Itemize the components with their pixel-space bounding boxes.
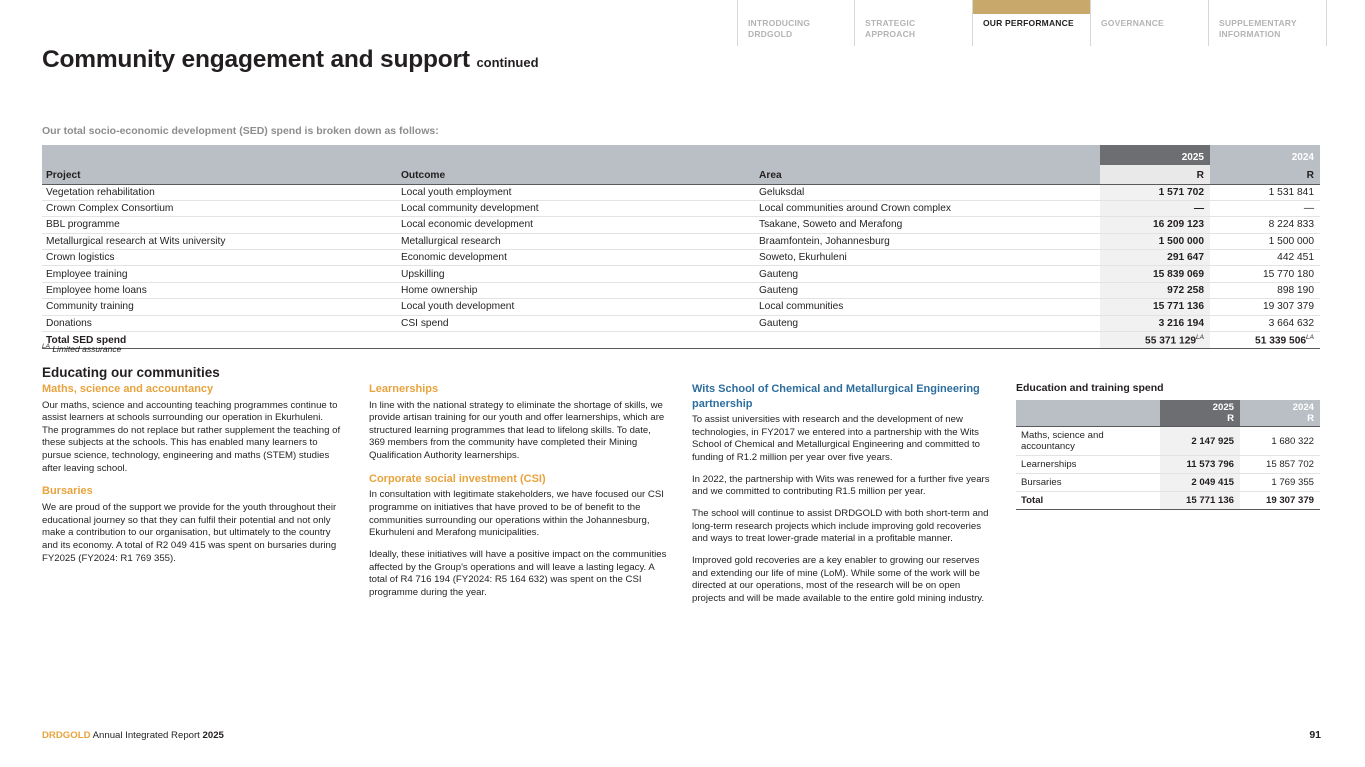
cell-outcome: Local economic development xyxy=(397,217,755,233)
cell-2025: 3 216 194 xyxy=(1100,315,1210,331)
subheading-corporate-social-investment: Corporate social investment (CSI) xyxy=(369,472,546,485)
column-learnerships-csi xyxy=(369,382,669,609)
cell-outcome: Local community development xyxy=(397,200,755,216)
header-project: Project xyxy=(42,165,397,184)
cell-blank xyxy=(755,332,1100,349)
cell-area: Soweto, Ekurhuleni xyxy=(755,250,1100,266)
subheading-bursaries: Bursaries xyxy=(42,485,93,498)
paragraph-csi-1: In consultation with legitimate stakeholders, we have focused our CSI programme on initiatives that have proved to be of benefit to the communities surrounding our operations within the Johannesburg, Ekurhuleni and Merafong municipalities. xyxy=(369,489,664,539)
cell-2025: 2 147 925 xyxy=(1160,427,1240,456)
table-row xyxy=(42,217,1320,233)
cell-total-2025: 15 771 136 xyxy=(1160,492,1240,510)
cell-2024: 15 770 180 xyxy=(1210,266,1320,282)
cell-2025: 1 500 000 xyxy=(1100,233,1210,249)
cell-2025: 972 258 xyxy=(1100,282,1210,298)
table-row-total xyxy=(1016,492,1320,510)
cell-2025: 15 771 136 xyxy=(1100,299,1210,315)
table-row xyxy=(42,282,1320,298)
sed-spend-table xyxy=(42,145,1320,349)
paragraph-maths-science: Our maths, science and accounting teaching programmes continue to assist learners at schools surrounding our operation in Ekurhuleni. The programmes do not replace but rather supplement the teaching of these subjects at the schools. This has enabled many learners to pursue science, technology, engineering and maths (STEM) studies after leaving school. xyxy=(42,399,341,474)
nav-tab-label: OUR PERFORMANCE xyxy=(983,18,1074,28)
total-2024-value: 51 339 506 xyxy=(1255,335,1307,347)
total-2025-value: 55 371 129 xyxy=(1145,335,1197,347)
paragraph-csi-2: Ideally, these initiatives will have a positive impact on the communities affected by the Group's operations and will leave a lasting legacy. A total of R4 716 194 (FY2024: R5 164 632) was spent on the CSI programme during the year. xyxy=(369,548,667,598)
cell-2024: 8 224 833 xyxy=(1210,217,1320,233)
cell-2025: 16 209 123 xyxy=(1100,217,1210,233)
header-year-2024-label: 2024 xyxy=(1292,402,1314,413)
header-year-2025: 2025 xyxy=(1100,145,1210,165)
table-row xyxy=(1016,456,1320,474)
nav-tab-our-performance[interactable] xyxy=(973,0,1091,46)
cell-total-2024 xyxy=(1210,332,1320,349)
nav-tab-strategic-approach[interactable] xyxy=(855,0,973,46)
education-spend-table xyxy=(1016,400,1320,510)
paragraph-wits-2: In 2022, the partnership with Wits was renewed for a further five years and we committed to contributing R1.5 million per year. xyxy=(692,473,990,498)
cell-total-2025 xyxy=(1100,332,1210,349)
nav-tab-introducing-drdgold[interactable] xyxy=(737,0,855,46)
cell-2025: 15 839 069 xyxy=(1100,266,1210,282)
nav-tab-governance[interactable] xyxy=(1091,0,1209,46)
cell-total-2024: 19 307 379 xyxy=(1240,492,1320,510)
cell-project: Donations xyxy=(42,315,397,331)
cell-outcome: Local youth development xyxy=(397,299,755,315)
cell-2024: 19 307 379 xyxy=(1210,299,1320,315)
header-year-2024 xyxy=(1240,400,1320,427)
header-unit-2024: R xyxy=(1210,165,1320,184)
cell-project: Metallurgical research at Wits university xyxy=(42,233,397,249)
educating-communities-heading: Educating our communities xyxy=(42,365,220,380)
table-row xyxy=(42,315,1320,331)
cell-2024: 3 664 632 xyxy=(1210,315,1320,331)
table-row-total xyxy=(42,332,1320,349)
cell-outcome: Metallurgical research xyxy=(397,233,755,249)
cell-label: Bursaries xyxy=(1016,474,1160,492)
table-header-labels xyxy=(42,165,1320,184)
table-header-years xyxy=(42,145,1320,165)
cell-area: Geluksdal xyxy=(755,184,1100,200)
cell-area: Local communities xyxy=(755,299,1100,315)
cell-2024: 442 451 xyxy=(1210,250,1320,266)
header-area: Area xyxy=(755,165,1100,184)
cell-project: Employee training xyxy=(42,266,397,282)
header-year-2025 xyxy=(1160,400,1240,427)
header-unit-2025: R xyxy=(1227,413,1234,424)
page-title-text: Community engagement and support xyxy=(42,46,470,73)
limited-assurance-mark: LA xyxy=(1196,333,1204,341)
column-maths-science-bursaries xyxy=(42,382,342,574)
column-wits-partnership xyxy=(692,382,994,615)
footer-text: Annual Integrated Report xyxy=(92,730,200,741)
table-row xyxy=(42,184,1320,200)
page-number: 91 xyxy=(1309,729,1321,741)
nav-tab-label: INTRODUCING DRDGOLD xyxy=(748,18,811,39)
cell-area: Gauteng xyxy=(755,315,1100,331)
cell-outcome: CSI spend xyxy=(397,315,755,331)
paragraph-wits-1: To assist universities with research and the development of new technologies, in FY2017 we entered into a partnership with the Wits School of Chemical and Metallurgical Engineering and committed to funding of R1.2 million per year over five years. xyxy=(692,414,980,463)
spacer-cell xyxy=(42,145,397,165)
header-year-2024: 2024 xyxy=(1210,145,1320,165)
sed-intro-text: Our total socio-economic development (SED) spend is broken down as follows: xyxy=(42,125,439,137)
cell-project: Crown logistics xyxy=(42,250,397,266)
table-row xyxy=(42,233,1320,249)
cell-2024: 1 500 000 xyxy=(1210,233,1320,249)
footnote-text: Limited assurance xyxy=(52,343,122,354)
cell-2024: — xyxy=(1210,200,1320,216)
cell-label: Learnerships xyxy=(1016,456,1160,474)
paragraph-wits-4: Improved gold recoveries are a key enabler to growing our reserves and extending our life of mine (LoM). While some of the work will be directed at our operations, most of the research will be on open projects and will be made available to the entire gold mining industry. xyxy=(692,554,985,604)
footer-brand: DRDGOLD xyxy=(42,730,91,741)
cell-blank xyxy=(397,332,755,349)
cell-total-label: Total xyxy=(1016,492,1160,510)
page-title-continued: continued xyxy=(476,55,539,70)
cell-2025: — xyxy=(1100,200,1210,216)
nav-tab-supplementary-information[interactable] xyxy=(1209,0,1327,46)
cell-area: Local communities around Crown complex xyxy=(755,200,1100,216)
header-unit-2024: R xyxy=(1307,413,1314,424)
cell-2024: 898 190 xyxy=(1210,282,1320,298)
cell-project: Crown Complex Consortium xyxy=(42,200,397,216)
header-outcome: Outcome xyxy=(397,165,755,184)
cell-total-label: Total SED spend xyxy=(42,332,397,349)
cell-2024: 1 531 841 xyxy=(1210,184,1320,200)
header-year-2025-label: 2025 xyxy=(1212,402,1234,413)
nav-tab-label: SUPPLEMENTARY INFORMATION xyxy=(1219,18,1297,39)
subheading-wits-partnership: Wits School of Chemical and Metallurgical Engineering partnership xyxy=(692,383,980,410)
cell-label: Maths, science and accountancy xyxy=(1016,427,1160,456)
cell-2025: 2 049 415 xyxy=(1160,474,1240,492)
cell-area: Gauteng xyxy=(755,266,1100,282)
limited-assurance-footnote xyxy=(42,343,121,354)
cell-project: Employee home loans xyxy=(42,282,397,298)
header-unit-2025: R xyxy=(1100,165,1210,184)
page-title xyxy=(42,46,539,74)
subheading-maths-science-accountancy: Maths, science and accountancy xyxy=(42,383,214,395)
education-spend-title: Education and training spend xyxy=(1016,382,1164,394)
cell-2024: 1 680 322 xyxy=(1240,427,1320,456)
cell-project: Community training xyxy=(42,299,397,315)
table-row xyxy=(1016,474,1320,492)
spacer-cell xyxy=(755,145,1100,165)
cell-2024: 1 769 355 xyxy=(1240,474,1320,492)
table-row xyxy=(42,299,1320,315)
spacer-cell xyxy=(397,145,755,165)
table-row xyxy=(42,250,1320,266)
spacer-cell xyxy=(1016,400,1160,427)
cell-outcome: Economic development xyxy=(397,250,755,266)
cell-outcome: Upskilling xyxy=(397,266,755,282)
cell-2025: 11 573 796 xyxy=(1160,456,1240,474)
table-row xyxy=(42,200,1320,216)
cell-2025: 291 647 xyxy=(1100,250,1210,266)
table-row xyxy=(1016,427,1320,456)
paragraph-learnerships: In line with the national strategy to eliminate the shortage of skills, we provide artisan training for our youth and offer learnerships, which are structured learning programmes that lead to lifelong skills. To date, 369 members from the community have completed their Mining Qualification Authority learnerships. xyxy=(369,399,665,462)
table-row xyxy=(42,266,1320,282)
footer xyxy=(42,730,224,741)
cell-project: BBL programme xyxy=(42,217,397,233)
cell-area: Tsakane, Soweto and Merafong xyxy=(755,217,1100,233)
table-header-years xyxy=(1016,400,1320,427)
cell-area: Braamfontein, Johannesburg xyxy=(755,233,1100,249)
cell-area: Gauteng xyxy=(755,282,1100,298)
subheading-learnerships: Learnerships xyxy=(369,383,439,395)
cell-project: Vegetation rehabilitation xyxy=(42,184,397,200)
nav-tab-label: STRATEGIC APPROACH xyxy=(865,18,916,39)
footer-year: 2025 xyxy=(202,730,224,741)
cell-2025: 1 571 702 xyxy=(1100,184,1210,200)
limited-assurance-mark: LA xyxy=(1306,333,1314,341)
cell-outcome: Local youth employment xyxy=(397,184,755,200)
nav-tab-label: GOVERNANCE xyxy=(1101,18,1164,28)
section-navigation xyxy=(737,0,1327,46)
paragraph-bursaries: We are proud of the support we provide for the youth throughout their educational journey so that they can fulfil their potential and not only make a contribution to our organisation, but ultimately to the country and its economy. A total of R2 049 415 was spent on bursaries during FY2025 (FY2024: R1 769 355). xyxy=(42,501,337,564)
cell-2024: 15 857 702 xyxy=(1240,456,1320,474)
footnote-mark: LA xyxy=(42,343,50,350)
cell-outcome: Home ownership xyxy=(397,282,755,298)
paragraph-wits-3: The school will continue to assist DRDGOLD with both short-term and long-term research projects which include improving gold recoveries and ways to treat lower-grade material in a profitable manner. xyxy=(692,507,989,545)
